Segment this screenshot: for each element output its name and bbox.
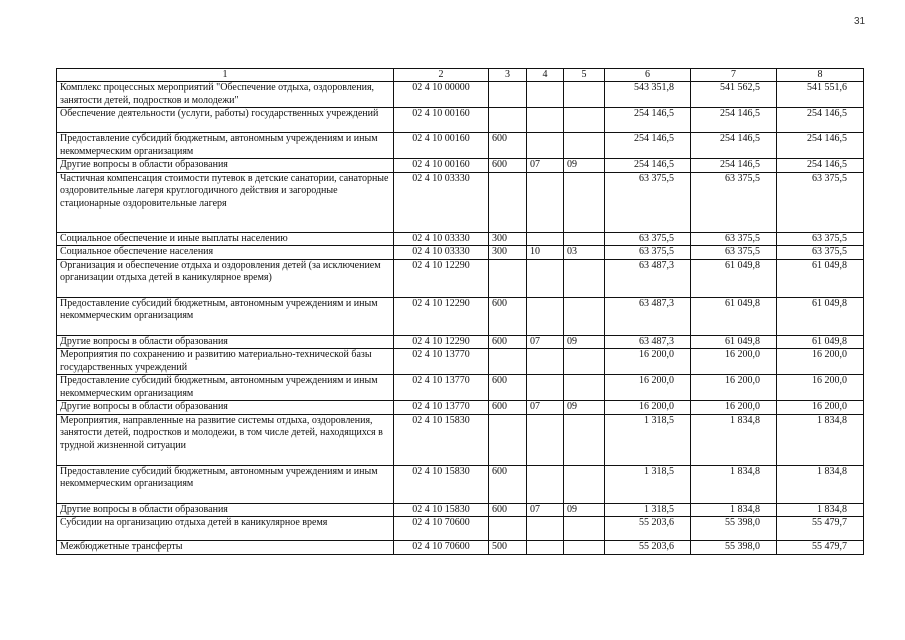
- row-vr: [489, 517, 527, 541]
- row-value-2025: 63 375,5: [691, 246, 777, 260]
- row-value-2026: 1 834,8: [777, 503, 864, 517]
- row-value-2024: 55 203,6: [605, 541, 691, 555]
- row-value-2024: 543 351,8: [605, 82, 691, 108]
- column-header: 2: [394, 69, 489, 82]
- row-vr: 600: [489, 375, 527, 401]
- row-value-2025: 16 200,0: [691, 349, 777, 375]
- row-value-2024: 16 200,0: [605, 349, 691, 375]
- row-csr: 02 4 10 70600: [394, 517, 489, 541]
- row-value-2024: 63 375,5: [605, 172, 691, 232]
- row-vr: 600: [489, 133, 527, 159]
- row-value-2025: 1 834,8: [691, 503, 777, 517]
- column-header: 8: [777, 69, 864, 82]
- row-value-2026: 63 375,5: [777, 246, 864, 260]
- row-csr: 02 4 10 12290: [394, 259, 489, 297]
- row-value-2024: 1 318,5: [605, 414, 691, 465]
- row-value-2025: 55 398,0: [691, 541, 777, 555]
- row-pr: [564, 259, 605, 297]
- row-vr: [489, 259, 527, 297]
- row-value-2026: 61 049,8: [777, 259, 864, 297]
- table-row: [57, 503, 864, 517]
- row-value-2026: 16 200,0: [777, 401, 864, 415]
- table-row: [57, 465, 864, 503]
- row-value-2024: 1 318,5: [605, 503, 691, 517]
- row-value-2025: 61 049,8: [691, 259, 777, 297]
- row-rz: [527, 297, 564, 335]
- row-csr: 02 4 10 00160: [394, 133, 489, 159]
- row-pr: 09: [564, 401, 605, 415]
- table-row: [57, 541, 864, 555]
- row-rz: [527, 465, 564, 503]
- row-pr: [564, 133, 605, 159]
- row-csr: 02 4 10 03330: [394, 172, 489, 232]
- row-pr: 09: [564, 503, 605, 517]
- row-value-2026: 254 146,5: [777, 133, 864, 159]
- row-pr: [564, 172, 605, 232]
- row-csr: 02 4 10 15830: [394, 503, 489, 517]
- row-value-2026: 63 375,5: [777, 172, 864, 232]
- row-value-2026: 61 049,8: [777, 297, 864, 335]
- row-rz: [527, 108, 564, 133]
- row-value-2025: 63 375,5: [691, 232, 777, 246]
- row-csr: 02 4 10 00160: [394, 108, 489, 133]
- row-vr: 600: [489, 335, 527, 349]
- row-pr: [564, 108, 605, 133]
- row-name: Организация и обеспечение отдыха и оздоровления детей (за исключением организации отдыха детей в каникулярное время): [57, 259, 394, 297]
- row-vr: [489, 349, 527, 375]
- row-name: Комплекс процессных мероприятий "Обеспечение отдыха, оздоровления, занятости детей, подростков и молодежи": [57, 82, 394, 108]
- row-value-2024: 63 487,3: [605, 335, 691, 349]
- table-row: [57, 172, 864, 232]
- row-name: Социальное обеспечение и иные выплаты населению: [57, 232, 394, 246]
- row-rz: [527, 172, 564, 232]
- row-name: Предоставление субсидий бюджетным, автономным учреждениям и иным некоммерческим организациям: [57, 465, 394, 503]
- row-csr: 02 4 10 15830: [394, 465, 489, 503]
- row-name: Социальное обеспечение населения: [57, 246, 394, 260]
- row-name: Предоставление субсидий бюджетным, автономным учреждениям и иным некоммерческим организациям: [57, 375, 394, 401]
- table-row: [57, 401, 864, 415]
- row-pr: [564, 414, 605, 465]
- row-csr: 02 4 10 03330: [394, 232, 489, 246]
- row-value-2024: 16 200,0: [605, 401, 691, 415]
- budget-table: [56, 68, 864, 555]
- row-value-2024: 63 375,5: [605, 246, 691, 260]
- row-pr: 09: [564, 335, 605, 349]
- row-name: Другие вопросы в области образования: [57, 159, 394, 173]
- row-vr: 600: [489, 297, 527, 335]
- row-rz: 10: [527, 246, 564, 260]
- row-csr: 02 4 10 13770: [394, 401, 489, 415]
- row-value-2024: 254 146,5: [605, 108, 691, 133]
- table-row: [57, 375, 864, 401]
- table-row: [57, 297, 864, 335]
- column-header: 4: [527, 69, 564, 82]
- row-pr: [564, 349, 605, 375]
- row-value-2024: 1 318,5: [605, 465, 691, 503]
- row-value-2024: 55 203,6: [605, 517, 691, 541]
- header-row: [57, 69, 864, 82]
- row-name: Другие вопросы в области образования: [57, 401, 394, 415]
- row-rz: [527, 133, 564, 159]
- row-name: Частичная компенсация стоимости путевок в детские санатории, санаторные оздоровительные лагеря круглогодичного действия и загородные стационарные оздоровительные лагеря: [57, 172, 394, 232]
- row-csr: 02 4 10 13770: [394, 349, 489, 375]
- table-row: [57, 133, 864, 159]
- row-value-2026: 254 146,5: [777, 108, 864, 133]
- row-value-2024: 63 375,5: [605, 232, 691, 246]
- row-value-2026: 55 479,7: [777, 517, 864, 541]
- row-pr: [564, 232, 605, 246]
- row-value-2025: 16 200,0: [691, 375, 777, 401]
- row-rz: 07: [527, 503, 564, 517]
- row-pr: [564, 82, 605, 108]
- column-header: 1: [57, 69, 394, 82]
- row-value-2025: 61 049,8: [691, 335, 777, 349]
- table-row: [57, 246, 864, 260]
- row-value-2025: 1 834,8: [691, 465, 777, 503]
- row-vr: [489, 172, 527, 232]
- table-row: [57, 159, 864, 173]
- row-name: Другие вопросы в области образования: [57, 503, 394, 517]
- row-value-2026: 254 146,5: [777, 159, 864, 173]
- row-name: Мероприятия, направленные на развитие системы отдыха, оздоровления, занятости детей, подростков и молодежи, в том числе детей, находящихся в трудной жизненной ситуации: [57, 414, 394, 465]
- row-vr: 600: [489, 503, 527, 517]
- row-value-2026: 63 375,5: [777, 232, 864, 246]
- row-csr: 02 4 10 03330: [394, 246, 489, 260]
- column-header: 3: [489, 69, 527, 82]
- row-value-2026: 61 049,8: [777, 335, 864, 349]
- row-vr: 500: [489, 541, 527, 555]
- row-vr: 600: [489, 401, 527, 415]
- table-row: [57, 259, 864, 297]
- row-value-2025: 55 398,0: [691, 517, 777, 541]
- row-value-2026: 55 479,7: [777, 541, 864, 555]
- row-value-2025: 63 375,5: [691, 172, 777, 232]
- row-name: Предоставление субсидий бюджетным, автономным учреждениям и иным некоммерческим организациям: [57, 297, 394, 335]
- table-row: [57, 232, 864, 246]
- row-pr: 03: [564, 246, 605, 260]
- row-csr: 02 4 10 15830: [394, 414, 489, 465]
- row-value-2024: 63 487,3: [605, 297, 691, 335]
- row-vr: 600: [489, 159, 527, 173]
- page-number: 31: [854, 16, 866, 27]
- row-rz: 07: [527, 335, 564, 349]
- row-pr: [564, 541, 605, 555]
- row-name: Другие вопросы в области образования: [57, 335, 394, 349]
- row-value-2025: 1 834,8: [691, 414, 777, 465]
- row-rz: [527, 517, 564, 541]
- row-csr: 02 4 10 70600: [394, 541, 489, 555]
- row-rz: [527, 541, 564, 555]
- row-name: Мероприятия по сохранению и развитию материально-технической базы государственных учреждений: [57, 349, 394, 375]
- row-rz: [527, 232, 564, 246]
- row-pr: [564, 465, 605, 503]
- row-rz: [527, 349, 564, 375]
- column-header: 5: [564, 69, 605, 82]
- table-row: [57, 82, 864, 108]
- row-value-2026: 16 200,0: [777, 375, 864, 401]
- row-value-2025: 254 146,5: [691, 108, 777, 133]
- row-csr: 02 4 10 00000: [394, 82, 489, 108]
- row-rz: [527, 82, 564, 108]
- row-rz: [527, 259, 564, 297]
- row-name: Предоставление субсидий бюджетным, автономным учреждениям и иным некоммерческим организациям: [57, 133, 394, 159]
- row-pr: [564, 297, 605, 335]
- column-header: 6: [605, 69, 691, 82]
- row-value-2026: 16 200,0: [777, 349, 864, 375]
- table-row: [57, 414, 864, 465]
- row-value-2026: 1 834,8: [777, 414, 864, 465]
- row-vr: 600: [489, 465, 527, 503]
- row-vr: 300: [489, 246, 527, 260]
- row-name: Субсидии на организацию отдыха детей в каникулярное время: [57, 517, 394, 541]
- row-value-2026: 541 551,6: [777, 82, 864, 108]
- row-name: Обеспечение деятельности (услуги, работы) государственных учреждений: [57, 108, 394, 133]
- row-value-2024: 254 146,5: [605, 133, 691, 159]
- row-pr: [564, 517, 605, 541]
- column-header: 7: [691, 69, 777, 82]
- row-rz: [527, 375, 564, 401]
- row-vr: [489, 108, 527, 133]
- row-rz: 07: [527, 401, 564, 415]
- row-pr: 09: [564, 159, 605, 173]
- row-csr: 02 4 10 13770: [394, 375, 489, 401]
- row-vr: [489, 82, 527, 108]
- row-value-2025: 254 146,5: [691, 133, 777, 159]
- row-value-2025: 61 049,8: [691, 297, 777, 335]
- table-row: [57, 108, 864, 133]
- row-value-2024: 254 146,5: [605, 159, 691, 173]
- row-pr: [564, 375, 605, 401]
- row-name: Межбюджетные трансферты: [57, 541, 394, 555]
- row-csr: 02 4 10 12290: [394, 297, 489, 335]
- row-value-2025: 254 146,5: [691, 159, 777, 173]
- table-row: [57, 517, 864, 541]
- row-rz: 07: [527, 159, 564, 173]
- row-vr: 300: [489, 232, 527, 246]
- row-value-2026: 1 834,8: [777, 465, 864, 503]
- row-csr: 02 4 10 12290: [394, 335, 489, 349]
- row-value-2025: 16 200,0: [691, 401, 777, 415]
- row-value-2024: 63 487,3: [605, 259, 691, 297]
- row-csr: 02 4 10 00160: [394, 159, 489, 173]
- row-vr: [489, 414, 527, 465]
- row-rz: [527, 414, 564, 465]
- row-value-2025: 541 562,5: [691, 82, 777, 108]
- row-value-2024: 16 200,0: [605, 375, 691, 401]
- table-row: [57, 335, 864, 349]
- table-row: [57, 349, 864, 375]
